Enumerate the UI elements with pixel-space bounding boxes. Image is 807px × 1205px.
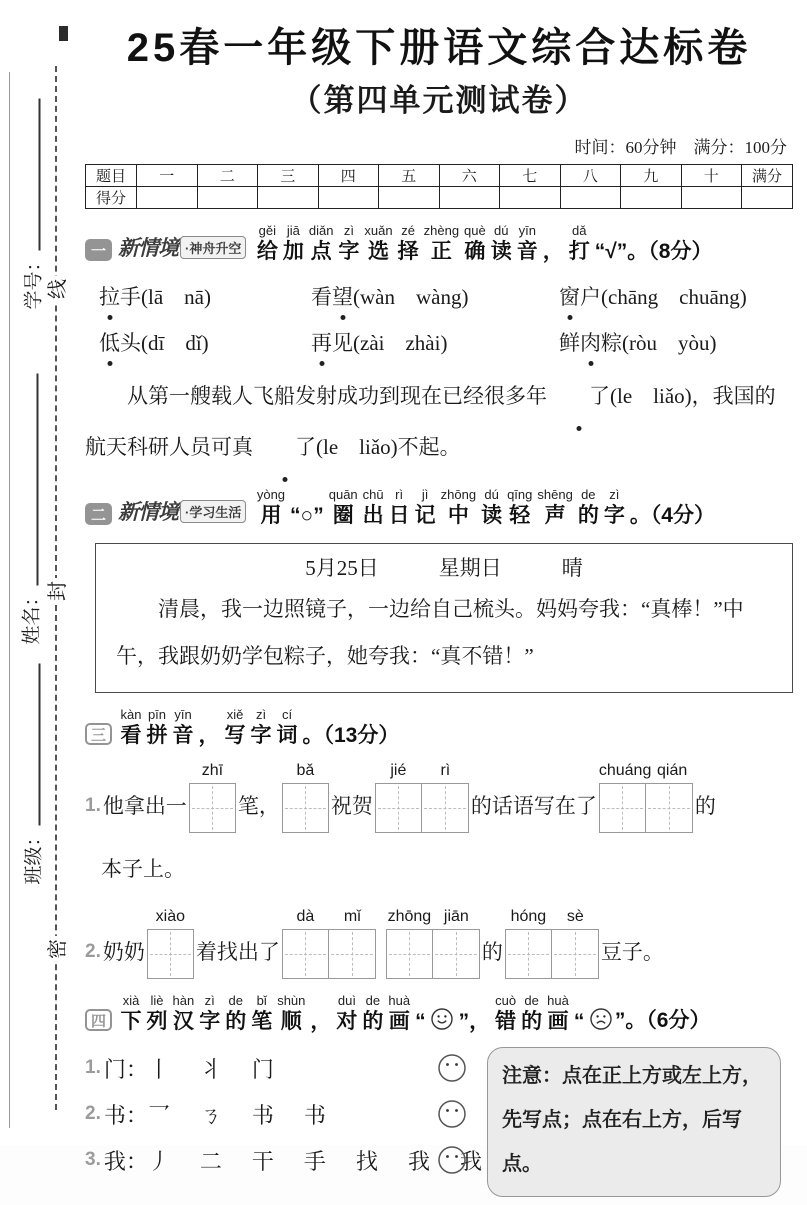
box-pinyin-label: zhōng jiān: [387, 908, 469, 925]
writing-cell[interactable]: [386, 929, 433, 979]
question-1-row: [85, 761, 793, 833]
stroke-sequence: [148, 1099, 356, 1130]
section-3-title: kàn 看 pīn 拼 yīn 音 ， xiě 写 zì 字 cí 词 。（13分）: [120, 707, 400, 747]
pinyin-options[interactable]: (lā nā): [141, 285, 211, 309]
tone-choice-item[interactable]: 低头(dī dǐ): [99, 327, 311, 357]
target-character: 书：: [103, 1102, 148, 1128]
question-2-row: [85, 907, 793, 979]
question-2-line: [103, 907, 664, 979]
diary-weekday: 星期日: [438, 556, 502, 580]
note-box: [487, 1047, 781, 1197]
paragraph-text: 从第一艘载人飞船发射成功到现在已经很多年: [127, 384, 547, 408]
box-pinyin-label: chuáng qián: [598, 762, 688, 779]
diary-weather: 晴: [561, 556, 583, 580]
pinyin-options[interactable]: (wàn wàng): [353, 285, 469, 309]
score-cell[interactable]: [500, 187, 561, 209]
note-body: 点在正上方或左上方，先写点；点在右上方，后写点。: [502, 1065, 762, 1175]
dotted-char[interactable]: 望: [332, 281, 353, 311]
box-pinyin-label: xiào: [155, 908, 186, 925]
tone-choice-grid: [99, 281, 793, 357]
writing-cell[interactable]: [552, 929, 599, 979]
box-pinyin-label: zhī: [201, 762, 224, 779]
stroke-order-item: [85, 1045, 485, 1091]
score-col-header: 七: [500, 165, 561, 187]
stroke-glyph: 我: [407, 1148, 430, 1174]
score-col-header: 六: [439, 165, 500, 187]
stroke-glyph: 丬: [199, 1056, 222, 1082]
score-col-header: 二: [197, 165, 258, 187]
stroke-glyph: 找: [355, 1148, 378, 1174]
answer-face-circle[interactable]: [437, 1099, 467, 1129]
score-table-score-row: [86, 187, 793, 209]
score-cell[interactable]: [379, 187, 440, 209]
tone-choice-item[interactable]: 鲜肉粽(ròu yòu): [559, 327, 793, 357]
section-3-header: [85, 707, 793, 749]
section-3-number-badge: 三: [85, 723, 112, 745]
writing-box-group[interactable]: [386, 907, 480, 979]
score-cell[interactable]: [621, 187, 682, 209]
box-pinyin-label: jié rì: [390, 762, 451, 779]
brand-tag-label: ·学习生活: [180, 500, 246, 523]
score-cell[interactable]: [742, 187, 793, 209]
diary-text[interactable]: 清晨，我一边照镜子，一边给自己梳头。妈妈夸我：“真棒！”中午，我跟奶奶学包粽子，她夸我：“真不错！”: [116, 597, 744, 668]
writing-cell[interactable]: [375, 783, 422, 833]
section-1-number-badge: 一: [85, 239, 112, 261]
stroke-glyph: 丨: [147, 1056, 170, 1082]
tone-choice-item[interactable]: 窗户(chāng chuāng): [559, 281, 793, 311]
question-text: 笔，: [237, 794, 280, 818]
section-4-title-part2: ”， cuò 错 de 的 huà 画 “: [458, 993, 585, 1033]
box-pinyin-label: hóng sè: [510, 908, 584, 925]
item-number: 2.: [85, 1103, 101, 1124]
stroke-glyph: 书: [251, 1102, 274, 1128]
page-edge-line: [9, 72, 10, 1128]
diary-box[interactable]: [95, 543, 793, 693]
scenario-badge: [118, 232, 246, 262]
stroke-glyph: 二: [199, 1148, 222, 1174]
brand-tag-label: ·神舟升空: [180, 236, 246, 259]
score-cell[interactable]: [197, 187, 258, 209]
writing-box-group[interactable]: [505, 907, 599, 979]
score-table-header-row: [86, 165, 793, 187]
dotted-char[interactable]: 了: [547, 371, 610, 422]
seal-char-line: 线: [45, 276, 71, 302]
stroke-glyph: 手: [303, 1148, 326, 1174]
writing-cell[interactable]: [422, 783, 469, 833]
question-number: 2.: [85, 941, 101, 962]
exam-content: [85, 16, 793, 1205]
score-table: [85, 164, 793, 209]
question-text: 豆子。: [600, 940, 664, 964]
score-cell[interactable]: [258, 187, 319, 209]
score-col-header: 五: [379, 165, 440, 187]
writing-box-group[interactable]: [189, 761, 236, 833]
box-pinyin-label: bǎ: [296, 762, 315, 779]
stroke-sequence: [148, 1053, 304, 1084]
pinyin-options[interactable]: (zài zhài): [353, 331, 448, 355]
brand-new-label: 新情境: [118, 500, 178, 524]
section-4-title-end: ”。（6分）: [614, 1009, 711, 1032]
writing-box-group[interactable]: [282, 907, 376, 979]
stroke-glyph: 乛: [147, 1102, 170, 1128]
answer-face-circle[interactable]: [437, 1053, 467, 1083]
pinyin-options[interactable]: (ròu yòu): [622, 331, 717, 355]
score-col-header: 题目: [86, 165, 137, 187]
section-2-header: [85, 487, 793, 529]
score-col-header: 十: [681, 165, 742, 187]
question-text: 他拿出一: [102, 794, 187, 818]
class-field[interactable]: [14, 660, 46, 885]
smile-icon: [430, 1007, 454, 1031]
section-1-header: [85, 223, 793, 265]
writing-cell[interactable]: [147, 929, 194, 979]
question-text: 的: [481, 940, 503, 964]
box-pinyin-label: dà mǐ: [296, 908, 361, 925]
seal-char-mi: 密: [45, 936, 71, 962]
score-cell[interactable]: [681, 187, 742, 209]
tone-choice-item[interactable]: 再见(zài zhài): [311, 327, 559, 357]
writing-cell[interactable]: [282, 929, 329, 979]
dotted-char[interactable]: 再: [311, 327, 332, 357]
dotted-char[interactable]: 了: [253, 422, 316, 473]
student-id-field[interactable]: [14, 95, 46, 310]
writing-box-group[interactable]: [375, 761, 469, 833]
reading-paragraph[interactable]: [85, 371, 793, 473]
seal-char-feng: 封: [45, 578, 71, 604]
section-2-number-badge: 二: [85, 503, 112, 525]
writing-cell[interactable]: [282, 783, 329, 833]
writing-cell[interactable]: [329, 929, 376, 979]
section-1: [85, 223, 793, 473]
score-cell[interactable]: [318, 187, 379, 209]
brand-new-label: 新情境: [118, 236, 178, 260]
writing-cell[interactable]: [505, 929, 552, 979]
page-subtitle: （第四单元测试卷）: [290, 83, 588, 118]
question-text: 的话语写在了: [470, 794, 597, 818]
section-3: [85, 707, 793, 979]
stroke-glyph: 我: [459, 1148, 482, 1174]
class-blank[interactable]: [39, 664, 41, 826]
dotted-char[interactable]: 拉: [99, 281, 120, 311]
answer-face-circle[interactable]: [437, 1145, 467, 1175]
score-col-header: 九: [621, 165, 682, 187]
class-label: 班级：: [23, 827, 45, 885]
question-1-tail: 本子上。: [101, 857, 185, 881]
score-cell[interactable]: [439, 187, 500, 209]
score-col-header: 一: [137, 165, 198, 187]
score-col-header: 四: [318, 165, 379, 187]
writing-cell[interactable]: [189, 783, 236, 833]
score-col-header: 满分: [742, 165, 793, 187]
question-text: 奶奶: [102, 940, 145, 964]
section-4: [85, 993, 793, 1205]
paragraph-text: (le liǎo)，我国的航天科研人员可真: [85, 384, 776, 459]
question-text: 祝贺: [330, 794, 373, 818]
dotted-char[interactable]: 肉: [580, 327, 601, 357]
score-col-header: 八: [560, 165, 621, 187]
stroke-glyph: 丿: [147, 1148, 170, 1174]
stroke-glyph: 干: [251, 1148, 274, 1174]
target-character: 我：: [103, 1148, 148, 1174]
stroke-order-item: [85, 1091, 485, 1137]
stroke-glyph: 书: [303, 1102, 326, 1128]
stroke-glyph: 门: [251, 1056, 274, 1082]
stroke-order-item: [85, 1137, 485, 1183]
section-4-number-badge: 四: [85, 1009, 112, 1031]
writing-box-group[interactable]: [282, 761, 329, 833]
student-id-label: 学号：: [23, 252, 45, 310]
item-number: 3.: [85, 1149, 101, 1170]
exam-meta: 时间：60分钟 满分：100分: [574, 138, 787, 157]
note-title: 注意：: [502, 1065, 562, 1087]
target-character: 门：: [103, 1056, 148, 1082]
section-2: [85, 487, 793, 693]
diary-date: 5月25日: [305, 556, 379, 580]
page-title: 25春一年级下册语文综合达标卷: [126, 26, 752, 70]
paragraph-text: (le liǎo)不起。: [316, 435, 461, 459]
score-cell[interactable]: [137, 187, 198, 209]
question-text: 着找出了: [195, 940, 280, 964]
student-name-label: 姓名：: [21, 587, 43, 645]
score-cell[interactable]: [560, 187, 621, 209]
student-name-field[interactable]: [12, 370, 44, 645]
scenario-badge: [118, 496, 246, 526]
dotted-char[interactable]: 窗: [559, 281, 580, 311]
score-row-label: 得分: [86, 187, 137, 209]
dotted-char[interactable]: 低: [99, 327, 120, 357]
writing-box-group[interactable]: [147, 907, 194, 979]
section-4-header: [85, 993, 793, 1035]
question-number: 1.: [85, 795, 101, 816]
writing-cell[interactable]: [646, 783, 693, 833]
diary-header: [116, 552, 772, 582]
score-col-header: 三: [258, 165, 319, 187]
print-artifact-mark: [59, 26, 68, 41]
writing-box-group[interactable]: [599, 761, 693, 833]
question-text: 的: [694, 794, 716, 818]
stroke-glyph: ㄋ: [199, 1102, 222, 1128]
section-4-title-part1: xià 下 liè 列 hàn 汉 zì 字 de 的 bǐ 笔 shùn 顺 ， duì 对 de 的 huà 画 “: [120, 993, 426, 1033]
frown-icon: [589, 1007, 613, 1031]
item-number: 1.: [85, 1057, 101, 1078]
tone-choice-item[interactable]: 看望(wàn wàng): [311, 281, 559, 311]
tone-choice-item[interactable]: 拉手(lā nā): [99, 281, 311, 311]
pinyin-options[interactable]: (dī dǐ): [141, 331, 209, 355]
stroke-order-area: [85, 1045, 793, 1205]
writing-cell[interactable]: [599, 783, 646, 833]
pinyin-options[interactable]: (chāng chuāng): [601, 285, 747, 309]
section-1-title: gěi 给 jiā 加 diǎn 点 zì 字 xuǎn 选 zé 择 zhèng 正 què 确 dú 读 yīn 音 ， dǎ 打 “√”。（8分）: [256, 223, 713, 263]
student-name-blank[interactable]: [37, 374, 39, 586]
writing-cell[interactable]: [433, 929, 480, 979]
student-id-blank[interactable]: [39, 99, 41, 251]
section-2-title: yòng 用 “○” quān 圈 chū 出 rì 日 jì 记 zhōng 中 dú 读 qīng 轻 shēng 声 de 的 zì 字 。（4分）: [256, 487, 715, 527]
question-1-line: [103, 761, 716, 833]
